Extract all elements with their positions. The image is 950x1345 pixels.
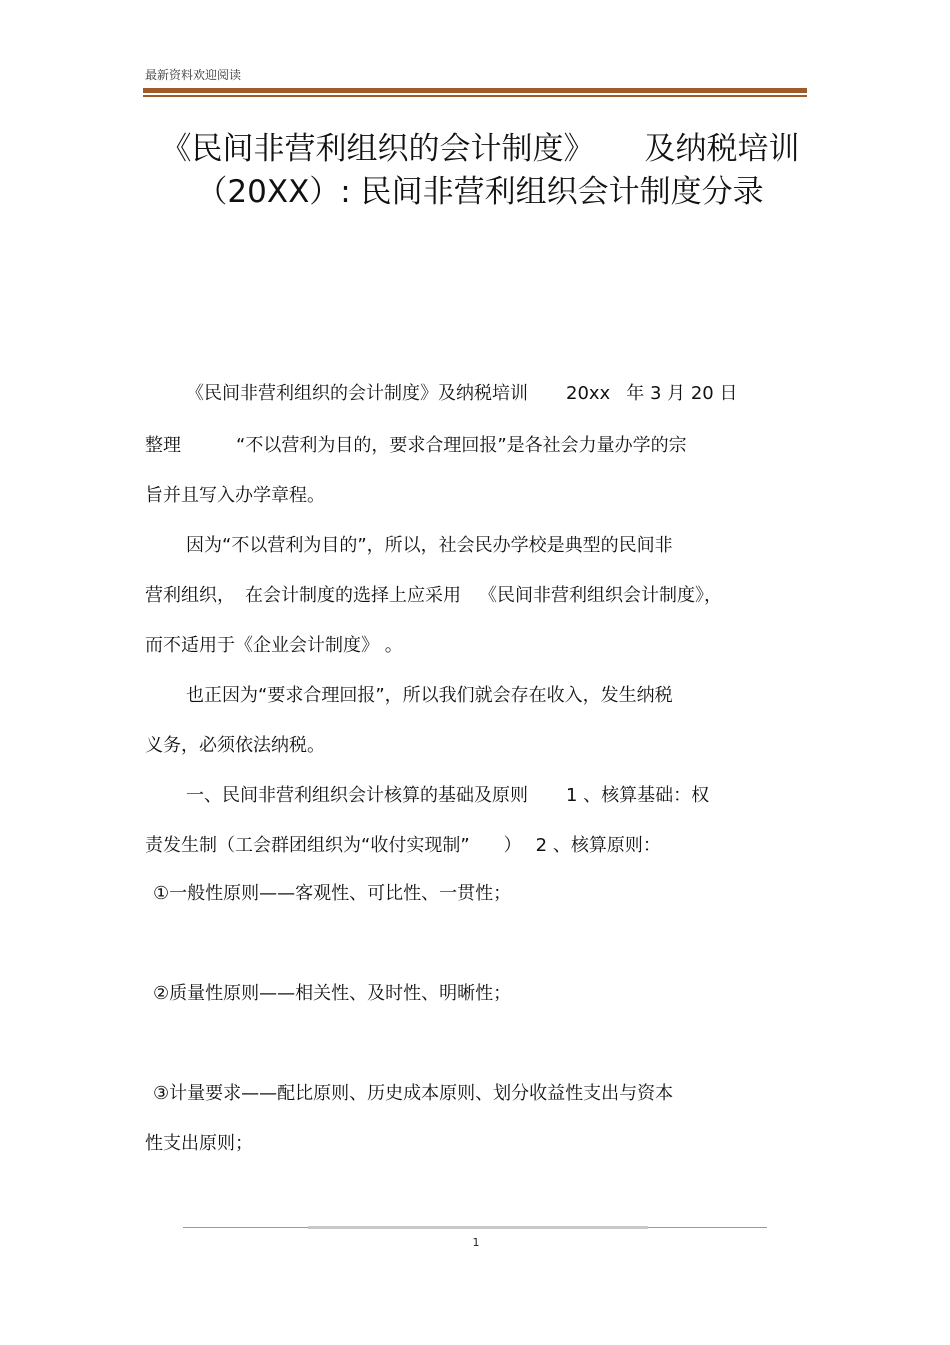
- paragraph-4-line-2: [145, 831, 661, 857]
- p4-line2-text-b: ）: [503, 835, 522, 856]
- paragraph-2-line-3: 而不适用于《企业会计制度》 。: [145, 635, 403, 656]
- principle-item-3-line-1: ③计量要求——配比原则、历史成本原则、划分收益性支出与资本: [153, 1083, 674, 1104]
- header-divider: [143, 88, 807, 97]
- p1-line1-text-a: 《民间非营利组织的会计制度》及纳税培训: [186, 383, 528, 404]
- page-number: 1: [472, 1236, 480, 1249]
- paragraph-3-line-2: 义务，必须依法纳税。: [145, 735, 325, 756]
- title-line-1: [150, 128, 810, 171]
- paragraph-4-line-1: [186, 781, 709, 807]
- document-title: [150, 128, 810, 214]
- paragraph-2-line-1: 因为“不以营利为目的”，所以，社会民办学校是典型的民间非: [186, 535, 673, 556]
- header-note: 最新资料欢迎阅读: [145, 68, 242, 82]
- p4-line2-text-a: 责发生制（工会群团组织为“收付实现制”: [145, 835, 470, 856]
- principle-item-2: ②质量性原则——相关性、及时性、明晰性；: [153, 983, 512, 1004]
- principle-item-1: ①一般性原则——客观性、可比性、一贯性；: [153, 883, 512, 904]
- header-divider-thin: [143, 95, 807, 97]
- p1-line2-text-a: 整理: [145, 435, 181, 456]
- title-line-1-part-2: 及纳税培训: [644, 131, 800, 167]
- paragraph-1-line-2: [145, 431, 687, 457]
- p1-line2-text-b: “不以营利为目的，要求合理回报”是各社会力量办学的宗: [236, 435, 687, 456]
- p4-line1-text-b: 1 、核算基础：权: [566, 785, 710, 806]
- paragraph-3-line-1: 也正因为“要求合理回报”，所以我们就会存在收入，发生纳税: [186, 685, 673, 706]
- paragraph-2-line-2: [145, 581, 722, 607]
- p2-line2-text-b: 在会计制度的选择上应采用: [245, 585, 461, 606]
- footer-divider-shade: [308, 1226, 648, 1229]
- principle-item-3-line-2: 性支出原则；: [145, 1133, 253, 1154]
- paragraph-1-line-3: 旨并且写入办学章程。: [145, 485, 325, 506]
- footer-divider: [183, 1227, 767, 1228]
- p1-line1-text-c: 年 3 月 20 日: [626, 383, 738, 404]
- p4-line1-text-a: 一、民间非营利组织会计核算的基础及原则: [186, 785, 528, 806]
- paragraph-1-line-1: [186, 379, 737, 405]
- header-divider-thick: [143, 88, 807, 93]
- p1-line1-text-b: 20xx: [566, 383, 611, 404]
- p4-line2-text-c: 2 、核算原则：: [535, 835, 661, 856]
- title-line-2: （20XX）: 民间非营利组织会计制度分录: [196, 174, 764, 210]
- p2-line2-text-a: 营利组织，: [145, 585, 235, 606]
- p2-line2-text-c: 《民间非营利组织会计制度》，: [479, 585, 722, 606]
- title-line-1-part-1: 《民间非营利组织的会计制度》: [160, 131, 595, 167]
